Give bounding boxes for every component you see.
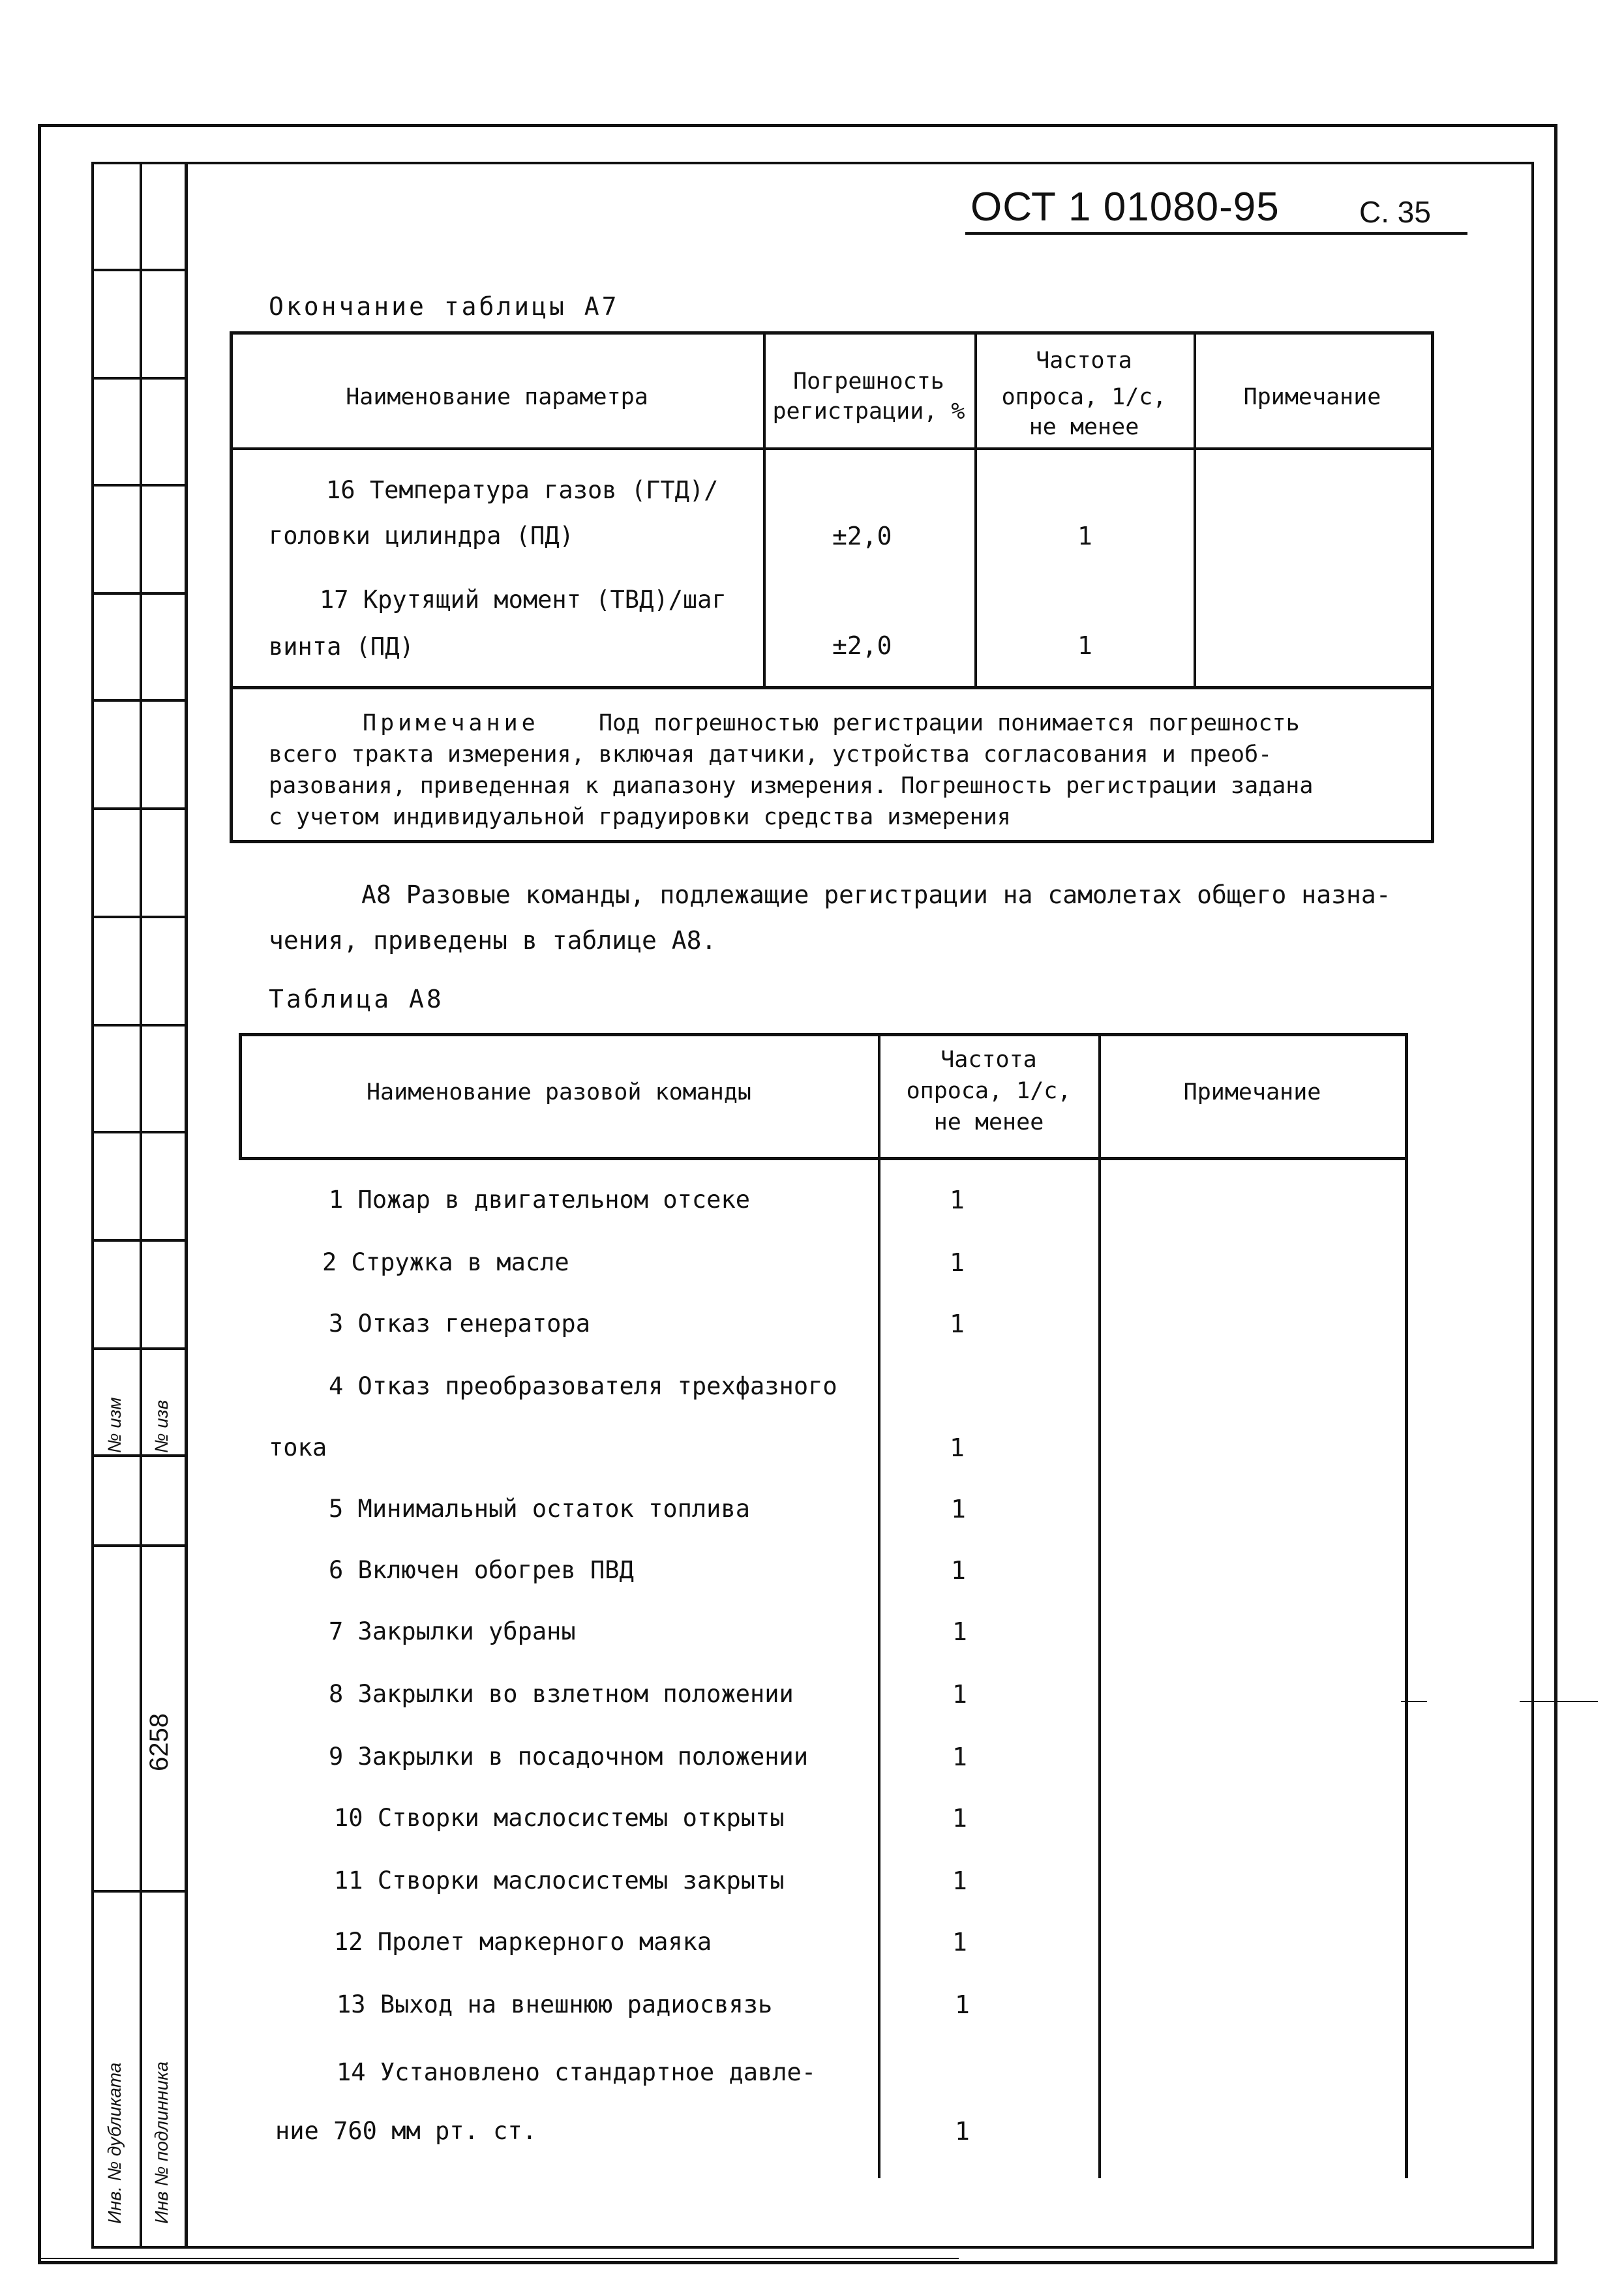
inv-original-label: Инв № подлинника xyxy=(151,2061,172,2224)
a7-header-freq-2: опроса, 1/с, xyxy=(1001,384,1167,410)
a8-row-text: 3 Отказ генератора xyxy=(329,1310,590,1338)
a8-row-freq: 1 xyxy=(950,1310,965,1338)
a8-row-text: 11 Створки маслосистемы закрыты xyxy=(334,1866,785,1895)
a8-row-text-cont: ние 760 мм рт. ст. xyxy=(275,2117,537,2145)
a8-row-text: 14 Установлено стандартное давле- xyxy=(337,2058,817,2086)
a8-row-text: 2 Стружка в масле xyxy=(322,1248,569,1276)
stamp-divider xyxy=(91,377,188,380)
document-code: ОСТ 1 01080-95 xyxy=(970,185,1280,230)
a8-row-text: 12 Пролет маркерного маяка xyxy=(334,1928,712,1956)
stamp-divider xyxy=(91,269,188,271)
page-number: С. 35 xyxy=(1359,195,1431,229)
paragraph-a8-line2: чения, приведены в таблице А8. xyxy=(269,926,717,955)
a8-row-freq: 1 xyxy=(952,1617,967,1646)
a8-row-freq: 1 xyxy=(955,1990,970,2019)
a8-row-text: 1 Пожар в двигательном отсеке xyxy=(329,1186,751,1214)
margin-mark xyxy=(1401,1701,1427,1702)
a8-header-freq-2: опроса, 1/с, xyxy=(906,1078,1072,1104)
stamp-column-right xyxy=(142,162,188,2249)
a7-footnote-line4: с учетом индивидуальной градуировки средства измерения xyxy=(269,804,1011,830)
paragraph-a8-line1: А8 Разовые команды, подлежащие регистрации на самолетах общего назна- xyxy=(361,880,1391,909)
a8-row-freq: 1 xyxy=(952,1680,967,1709)
a8-header-freq-1: Частота xyxy=(940,1047,1037,1073)
a7-header-error-1: Погрешность xyxy=(793,368,944,395)
stamp-divider xyxy=(91,916,188,918)
notice-no-label: № изв xyxy=(151,1400,172,1453)
a8-row-freq: 1 xyxy=(952,1743,967,1771)
a8-row-text: 4 Отказ преобразователя трехфазного xyxy=(329,1372,837,1400)
inv-number: 6258 xyxy=(145,1713,173,1771)
table-a7-caption: Окончание таблицы А7 xyxy=(269,292,620,321)
a8-row-freq: 1 xyxy=(955,2117,970,2146)
inv-duplicate-label: Инв. № дубликата xyxy=(104,2062,125,2224)
a8-row-text: 6 Включен обогрев ПВД xyxy=(329,1556,634,1584)
a7-header-note: Примечание xyxy=(1243,384,1381,410)
a7-header-error-2: регистрации, % xyxy=(772,398,965,425)
a7-header-freq-1: Частота xyxy=(1036,348,1132,374)
a8-row-freq: 1 xyxy=(952,1928,967,1956)
stamp-divider xyxy=(91,1347,188,1350)
stamp-divider xyxy=(91,1024,188,1027)
a8-row-freq: 1 xyxy=(950,1248,965,1277)
stamp-divider xyxy=(91,1454,188,1457)
stamp-divider xyxy=(91,807,188,810)
stamp-divider xyxy=(91,1131,188,1133)
a7-footnote-label: Примечание xyxy=(363,710,539,736)
margin-mark xyxy=(1520,1701,1598,1702)
a8-header-name: Наименование разовой команды xyxy=(366,1079,751,1105)
a7-row-16-freq: 1 xyxy=(1077,522,1092,550)
a7-footnote-line1: Под погрешностью регистрации понимается погрешность xyxy=(599,710,1300,736)
a8-row-freq: 1 xyxy=(952,1866,967,1895)
a7-footnote-line2: всего тракта измерения, включая датчики, устройства согласования и преоб- xyxy=(269,742,1272,768)
a7-row-16-line1: 16 Температура газов (ГТД)/ xyxy=(326,476,719,504)
stamp-divider xyxy=(91,699,188,702)
change-no-label: № изм xyxy=(104,1397,125,1453)
stamp-divider xyxy=(91,592,188,595)
a8-row-text: 8 Закрылки во взлетном положении xyxy=(329,1680,794,1708)
stamp-divider xyxy=(91,484,188,487)
stamp-column-left xyxy=(91,162,142,2249)
header-underline xyxy=(965,232,1467,235)
a8-header-note: Примечание xyxy=(1183,1079,1321,1105)
table-a8-caption: Таблица А8 xyxy=(269,985,444,1013)
a8-header-freq-3: не менее xyxy=(933,1109,1044,1135)
stamp-divider xyxy=(91,1890,188,1893)
a7-row-17-line2: винта (ПД) xyxy=(269,633,414,661)
a8-row-text: 10 Створки маслосистемы открыты xyxy=(334,1804,785,1832)
a7-row-17-error: ±2,0 xyxy=(832,631,892,660)
inner-frame xyxy=(91,162,1534,2249)
a7-footnote-line3: разования, приведенная к диапазону измерения. Погрешность регистрации задана xyxy=(269,773,1314,799)
a8-row-freq: 1 xyxy=(951,1495,966,1523)
a8-row-text: 9 Закрылки в посадочном положении xyxy=(329,1743,809,1771)
a8-row-freq: 1 xyxy=(952,1804,967,1833)
stamp-divider xyxy=(91,1544,188,1547)
a8-row-text-cont: тока xyxy=(269,1433,327,1461)
a7-header-name: Наименование параметра xyxy=(346,384,648,410)
bottom-scan-line xyxy=(39,2258,959,2259)
stamp-divider xyxy=(91,1239,188,1242)
a8-row-freq: 1 xyxy=(951,1556,966,1585)
a8-row-text: 13 Выход на внешнюю радиосвязь xyxy=(337,1990,773,2018)
a8-row-text: 5 Минимальный остаток топлива xyxy=(329,1495,751,1523)
a7-header-freq-3: не менее xyxy=(1029,414,1139,440)
a8-row-freq: 1 xyxy=(950,1433,965,1462)
a8-row-freq: 1 xyxy=(950,1186,965,1214)
a7-row-17-freq: 1 xyxy=(1077,631,1092,660)
a7-row-17-line1: 17 Крутящий момент (ТВД)/шаг xyxy=(320,586,727,614)
a7-row-16-error: ±2,0 xyxy=(832,522,892,550)
a7-row-16-line2: головки цилиндра (ПД) xyxy=(269,522,574,550)
a8-row-text: 7 Закрылки убраны xyxy=(329,1617,576,1645)
